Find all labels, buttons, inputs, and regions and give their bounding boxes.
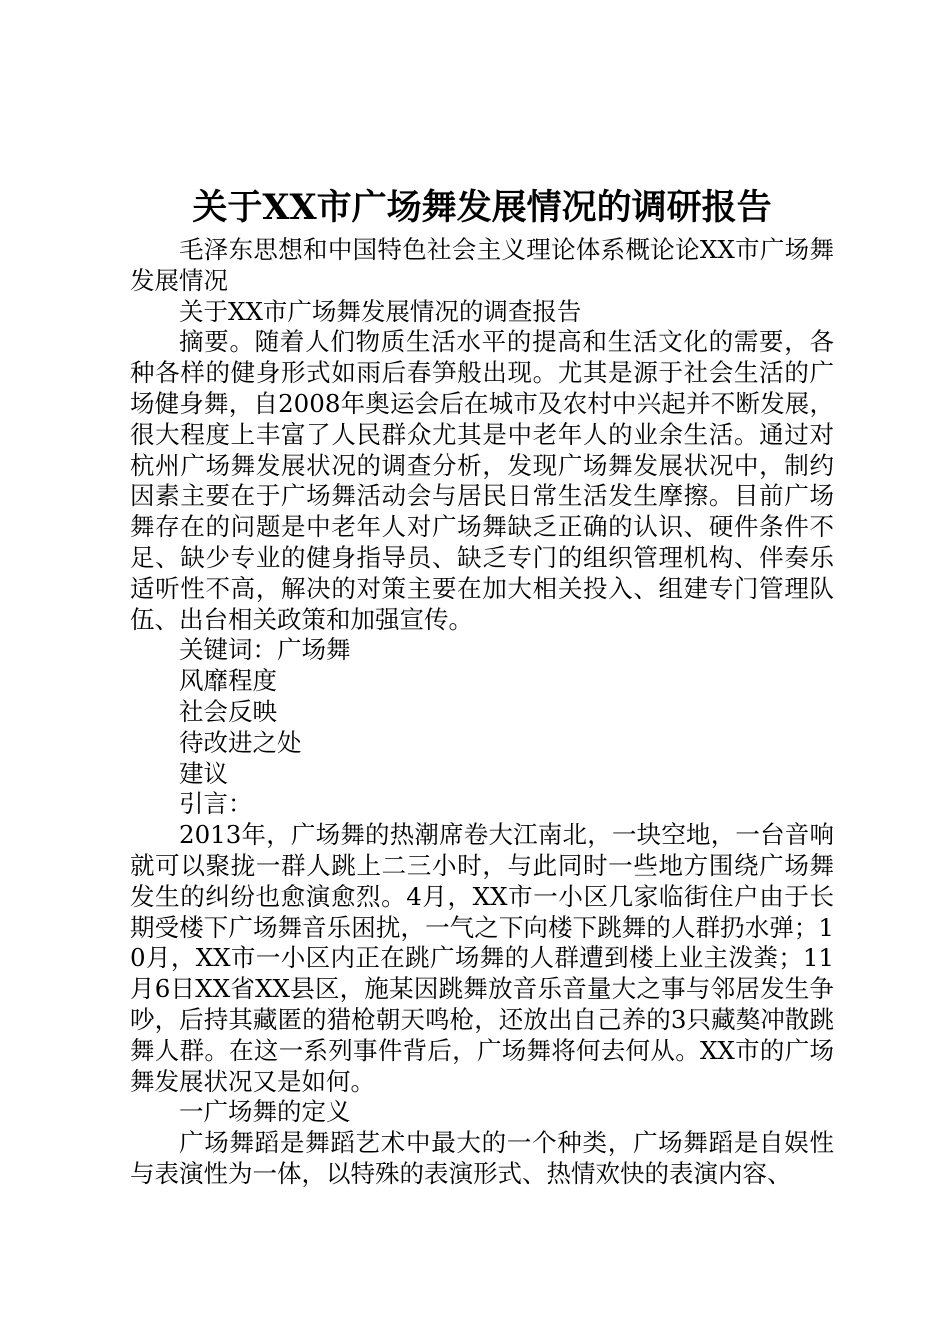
paragraph-keyword-popularity: 风靡程度 — [179, 666, 277, 696]
paragraph-keyword-social: 社会反映 — [179, 696, 277, 726]
document-title: 关于XX市广场舞发展情况的调研报告 — [192, 187, 772, 228]
paragraph-keyword-improve: 待改进之处 — [179, 727, 302, 757]
paragraph-section-one-heading: 一广场舞的定义 — [179, 1097, 351, 1127]
paragraph-keywords: 关键词：广场舞 — [179, 635, 351, 665]
paragraph-abstract: 摘要。随着人们物质生活水平的提高和生活文化的需要，各种各样的健身形式如雨后春笋般出现。尤其是源于社会生活的广场健身舞，自2008年奥运会后在城市及农村中兴起并不断发展，很大程度上丰富了人民群众尤其是中老年人的业余生活。通过对杭州广场舞发展状况的调查分析，发现广场舞发展状况中，制约因素主要在于广场舞活动会与居民日常生活发生摩擦。目前广场舞存在的问题是中老年人对广场舞缺乏正确的认识、硬件条件不足、缺少专业的健身指导员、缺乏专门的组织管理机构、伴奏乐适听性不高，解决的对策主要在加大相关投入、组建专门管理队伍、出台相关政策和加强宣传。 — [130, 327, 834, 634]
paragraph-intro-heading: 引言： — [179, 789, 253, 819]
document-page — [130, 183, 834, 1190]
paragraph-keyword-suggest: 建议 — [179, 758, 228, 788]
paragraph-section-one-body: 广场舞蹈是舞蹈艺术中最大的一个种类，广场舞蹈是自娱性与表演性为一体，以特殊的表演形式、热情欢快的表演内容、 — [130, 1128, 834, 1188]
paragraph-course-line: 毛泽东思想和中国特色社会主义理论体系概论论XX市广场舞发展情况 — [130, 235, 834, 295]
paragraph-report-title: 关于XX市广场舞发展情况的调查报告 — [179, 296, 582, 326]
paragraph-intro-body: 2013年，广场舞的热潮席卷大江南北，一块空地，一台音响就可以聚拢一群人跳上二三小时，与此同时一些地方围绕广场舞发生的纠纷也愈演愈烈。4月，XX市一小区几家临街住户由于长期受楼下广场舞音乐困扰，一气之下向楼下跳舞的人群扔水弹；10月，XX市一小区内正在跳广场舞的人群遭到楼上业主泼粪；11月6日XX省XX县区，施某因跳舞放音乐音量大之事与邻居发生争吵，后持其藏匿的猎枪朝天鸣枪，还放出自己养的3只藏獒冲散跳舞人群。在这一系列事件背后，广场舞将何去何从。XX市的广场舞发展状况又是如何。 — [130, 820, 834, 1096]
